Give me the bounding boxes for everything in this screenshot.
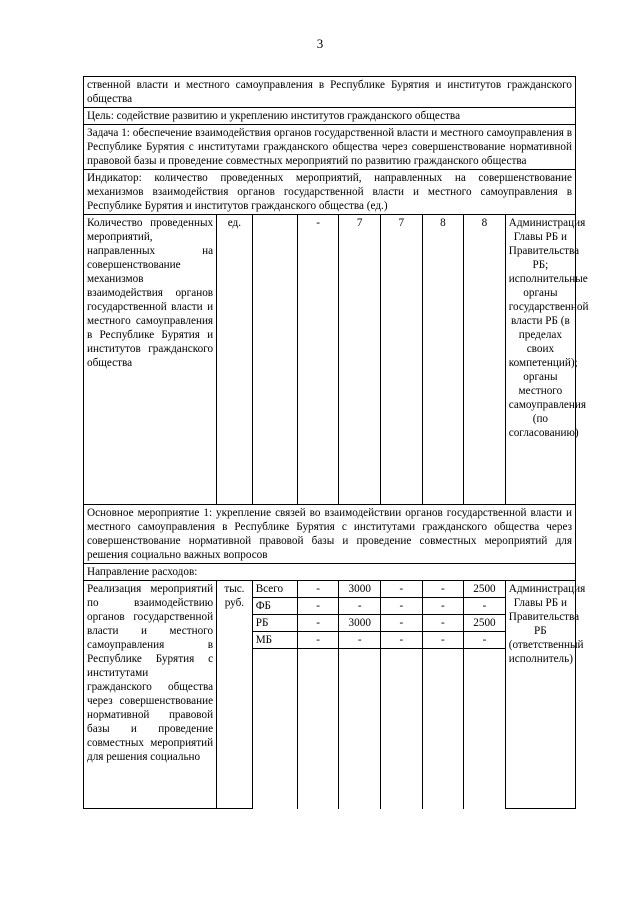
funding-value: -	[381, 598, 423, 615]
funding-type: ФБ	[252, 598, 297, 615]
main-event-row	[84, 505, 576, 564]
indicator-unit: ед.	[217, 215, 253, 505]
funding-value: -	[297, 598, 339, 615]
page-number: 3	[316, 36, 324, 51]
funding-value: -	[297, 581, 339, 598]
indicator-type	[252, 215, 297, 505]
indicator-data-row	[84, 215, 576, 505]
expense-name: Реализация мероприятий по взаимодействию органов государственной власти и местного самоуправления в Республике Бурятия с институтами гражданского общества через совершенствование нормативной правовой базы и проведение совместных мероприятий для решения социально	[84, 581, 217, 809]
funding-value: 2500	[464, 581, 506, 598]
direction-text: Направление расходов:	[84, 564, 576, 581]
funding-filler	[297, 649, 339, 809]
continuation-text: ственной власти и местного самоуправления в Республике Бурятия и институтов гражданского общества	[84, 77, 576, 108]
main-event-text: Основное мероприятие 1: укрепление связей во взаимодействии органов государственной власти и местного самоуправления в Республике Бурятия с институтами гражданского общества через совершенствование нормативной правовой базы и проведение совместных мероприятий для решения социально важных вопросов	[84, 505, 576, 564]
indicator-value: 7	[339, 215, 381, 505]
funding-value: -	[381, 632, 423, 649]
funding-value: -	[464, 598, 506, 615]
expense-responsible: Администрация Главы РБ и Правительства РБ (ответственный исполнитель)	[505, 581, 575, 809]
funding-value: 3000	[339, 615, 381, 632]
task-row	[84, 125, 576, 170]
funding-type: МБ	[252, 632, 297, 649]
indicator-text: Индикатор: количество проведенных мероприятий, направленных на совершенствование механизмов взаимодействия органов государственной власти и местного самоуправления в Республике Бурятия и институтов гражданского общества (ед.)	[84, 170, 576, 215]
funding-value: -	[297, 615, 339, 632]
direction-row	[84, 564, 576, 581]
funding-type: РБ	[252, 615, 297, 632]
funding-value: -	[422, 632, 464, 649]
indicator-value: 7	[381, 215, 423, 505]
funding-value: -	[464, 632, 506, 649]
funding-row	[84, 581, 576, 598]
indicator-value: 8	[422, 215, 464, 505]
goal-row	[84, 108, 576, 125]
funding-filler	[252, 649, 297, 809]
funding-value: -	[297, 632, 339, 649]
indicator-responsible: Администрация Главы РБ и Правительства РБ; исполнительные органы государственной власти РБ (в пределах своих компетенций); органы местного самоуправления (по согласованию)	[505, 215, 575, 505]
funding-value: -	[339, 632, 381, 649]
funding-filler	[464, 649, 506, 809]
funding-value: -	[339, 598, 381, 615]
expense-unit: тыс. руб.	[217, 581, 253, 809]
program-table	[83, 76, 589, 809]
funding-value: -	[381, 581, 423, 598]
funding-type: Всего	[252, 581, 297, 598]
funding-value: 3000	[339, 581, 381, 598]
goal-text: Цель: содействие развитию и укреплению институтов гражданского общества	[84, 108, 576, 125]
funding-value: -	[422, 615, 464, 632]
task-text: Задача 1: обеспечение взаимодействия органов государственной власти и местного самоуправления в Республике Бурятия с институтами гражданского общества через совершенствование нормативной правовой базы и проведение совместных мероприятий по развитию гражданского общества	[84, 125, 576, 170]
indicator-value: -	[297, 215, 339, 505]
indicator-row	[84, 170, 576, 215]
funding-filler	[422, 649, 464, 809]
funding-value: -	[422, 581, 464, 598]
indicator-value: 8	[464, 215, 506, 505]
continuation-row	[84, 77, 576, 108]
indicator-name: Количество проведенных мероприятий, направленных на совершенствование механизмов взаимодействия органов государственной власти и местного самоуправления в Республике Бурятия и институтов гражданского общества	[84, 215, 217, 505]
funding-filler	[339, 649, 381, 809]
funding-value: -	[422, 598, 464, 615]
funding-value: 2500	[464, 615, 506, 632]
funding-filler	[381, 649, 423, 809]
funding-value: -	[381, 615, 423, 632]
